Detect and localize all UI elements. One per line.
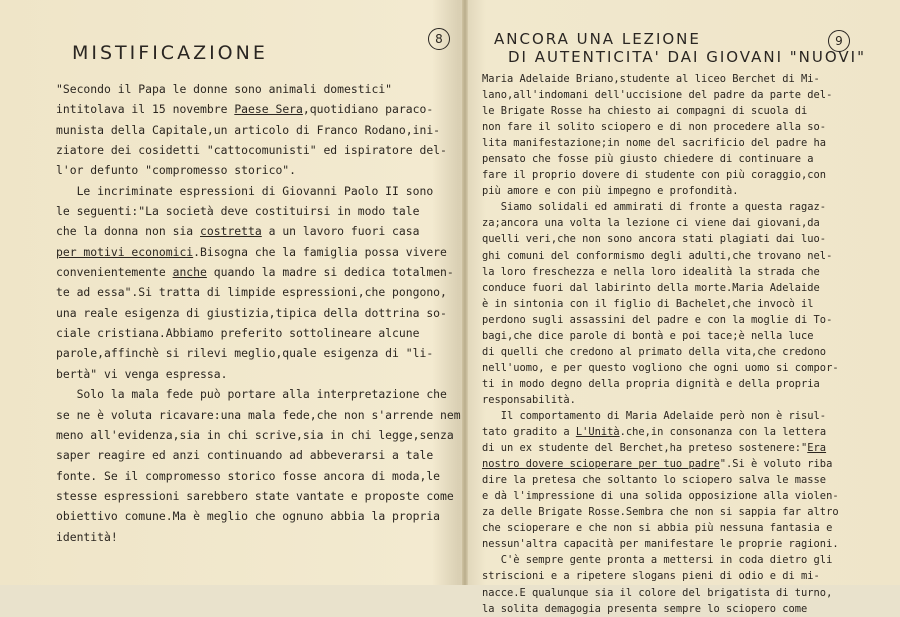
text-line: per motivi economici.Bisogna che la famiglia possa vivere — [56, 244, 447, 259]
text-line: è in sintonia con il figlio di Bachelet,che invocò il — [482, 297, 814, 310]
text-line: bertà" vi venga espressa. — [56, 366, 228, 381]
text-line: fonte. Se il compromesso storico fosse ancora di moda,le — [56, 468, 441, 483]
left-page-number: 8 — [428, 28, 450, 50]
right-page-number: 9 — [828, 30, 850, 52]
text-line: non fare il solito sciopero e di non procedere alla so- — [482, 121, 827, 134]
left-page — [0, 0, 462, 585]
text-line: za;ancora una volta la lezione ci viene dai giovani,da — [482, 217, 820, 230]
text-line: e dà l'impressione di una solida opposizione alla violen- — [482, 490, 839, 503]
left-page-title: MISTIFICAZIONE — [72, 42, 268, 64]
text-line: fare il proprio dovere di studente con più coraggio,con — [482, 169, 827, 182]
text-line: tato gradito a L'Unità.che,in consonanza con la lettera — [482, 426, 827, 439]
text-line: di un ex studente del Berchet,ha preteso sostenere:"Era — [482, 442, 827, 455]
text-line: parole,affinchè si rilevi meglio,quale esigenza di "li- — [56, 346, 434, 361]
text-line: se ne è voluta ricavare:una mala fede,che non s'arrende nem — [56, 407, 461, 422]
text-line: bagi,che dice parole di bontà e poi tace;è nella luce — [482, 329, 814, 342]
text-line: ziatore dei cosidetti "cattocomunisti" ed ispiratore del- — [56, 143, 447, 158]
text-line: nacce.E qualunque sia il colore del brigatista di turno, — [482, 586, 833, 599]
text-line: conduce fuori dal labirinto della morte.Maria Adelaide — [482, 281, 820, 294]
text-line: quelli veri,che non sono ancora stati plagiati dai luo- — [482, 233, 827, 246]
text-line: nell'uomo, e per questo vogliono che ogni uomo si compor- — [482, 361, 839, 374]
text-line: nostro dovere scioperare per tuo padre".Si è voluto riba — [482, 458, 833, 471]
text-line: saper reagire ed anzi continuando ad abbeverarsi a tale — [56, 448, 434, 463]
text-line: C'è sempre gente pronta a mettersi in coda dietro gli — [482, 554, 833, 567]
text-line: striscioni e a ripetere slogans pieni di odio e di mi- — [482, 570, 820, 583]
text-line: identità! — [56, 529, 118, 544]
text-line: Maria Adelaide Briano,studente al liceo Berchet di Mi- — [482, 73, 820, 85]
text-line: ciale cristiana.Abbiamo preferito sottolineare alcune — [56, 326, 420, 341]
text-line: l'or defunto "compromesso storico". — [56, 163, 297, 178]
text-line: che la donna non sia costretta a un lavoro fuori casa — [56, 224, 420, 239]
text-line: la loro freschezza e nella loro idealità la strada che — [482, 265, 820, 278]
text-line: perdono sugli assassini del padre e con la moglie di To- — [482, 313, 833, 326]
text-line: te ad essa".Si tratta di limpide espressioni,che pongono, — [56, 285, 447, 300]
text-line: ghi comuni del conformismo degli adulti,che trovano nel- — [482, 249, 833, 262]
text-line: intitolava il 15 novembre Paese Sera,quotidiano paraco- — [56, 102, 434, 117]
text-line: za delle Brigate Rosse.Sembra che non si sappia far altro — [482, 506, 839, 519]
text-line: le Brigate Rosse ha chiesto ai compagni di scuola di — [482, 105, 808, 118]
text-line: meno all'evidenza,sia in chi scrive,sia in chi legge,senza — [56, 427, 454, 442]
text-line: responsabilità. — [482, 393, 576, 406]
text-line: dire la pretesa che soltanto lo sciopero salva le masse — [482, 474, 827, 487]
text-line: Siamo solidali ed ammirati di fronte a questa ragaz- — [482, 201, 827, 214]
text-line: stesse espressioni sarebbero state vantate e proposte come — [56, 488, 454, 503]
text-line: una reale esigenza di giustizia,tipica della dottrina so- — [56, 305, 447, 320]
text-line: Il comportamento di Maria Adelaide però non è risul- — [482, 409, 827, 422]
text-line: Solo la mala fede può portare alla interpretazione che — [56, 387, 447, 402]
right-page-body — [482, 71, 839, 617]
text-line: munista della Capitale,un articolo di Franco Rodano,ini- — [56, 122, 441, 137]
text-line: ti in modo degno della propria dignità e della propria — [482, 377, 820, 390]
text-line: "Secondo il Papa le donne sono animali domestici" — [56, 82, 393, 96]
text-line: nessun'altra capacità per manifestare le proprie ragioni. — [482, 538, 839, 551]
text-line: obiettivo comune.Ma è meglio che ognuno abbia la propria — [56, 509, 441, 524]
text-line: convenientemente anche quando la madre si dedica totalmen- — [56, 265, 454, 280]
left-page-body — [56, 79, 461, 547]
right-page — [468, 0, 900, 615]
text-line: lano,all'indomani dell'uccisione del padre da parte del- — [482, 89, 833, 102]
text-line: di quelli che credono al primato della vita,che credono — [482, 345, 827, 358]
text-line: la solita demagogia presenta sempre lo sciopero come — [482, 602, 808, 615]
text-line: pensato che fosse più giusto chiedere di continuare a — [482, 153, 814, 166]
text-line: più amore e con più impegno e profondità. — [482, 185, 739, 198]
right-page-title-line1: ANCORA UNA LEZIONE — [494, 30, 701, 48]
text-line: le seguenti:"La società deve costituirsi in modo tale — [56, 204, 420, 219]
text-line: lita manifestazione;in nome del sacrificio del padre ha — [482, 137, 827, 150]
text-line: Le incriminate espressioni di Giovanni Paolo II sono — [56, 183, 434, 198]
text-line: che scioperare e che non si abbia più nessuna fantasia e — [482, 522, 833, 535]
right-page-title-line2: DI AUTENTICITA' DAI GIOVANI "NUOVI" — [508, 48, 867, 66]
